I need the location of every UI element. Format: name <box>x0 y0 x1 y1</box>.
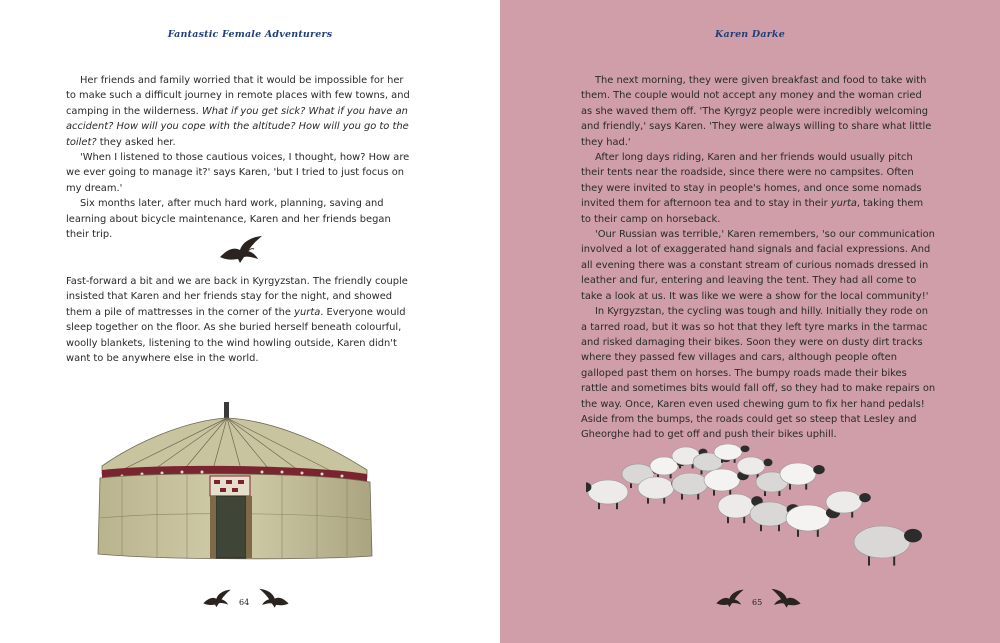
paragraph <box>581 73 936 150</box>
paragraph <box>581 304 936 443</box>
paragraph <box>66 150 416 196</box>
paragraph-text: Her friends and family worried that it would be impossible for her to make such a difficult journey in remote places with few towns, and camping in the wilderness. <box>66 75 410 117</box>
eagle-icon <box>202 588 232 612</box>
left-page-number: 64 <box>239 598 250 607</box>
italic-text: yurta <box>830 198 857 210</box>
right-page-header: Karen Darke <box>715 29 785 40</box>
eagle-icon <box>218 235 264 269</box>
paragraph <box>581 227 936 304</box>
paragraph <box>581 150 936 227</box>
paragraph-text: , taking them to their camp on horseback. <box>581 198 924 225</box>
paragraph-text: they asked her. <box>96 136 176 148</box>
paragraph-text: 'When I listened to those cautious voices, I thought, how? How are we ever going to manage it?' says Karen, 'but I tried to just focus on my dream.' <box>66 152 410 194</box>
paragraph <box>66 73 416 150</box>
paragraph-text: 'Our Russian was terrible,' Karen remembers, 'so our communication involved a lot of exaggerated hand signals and facial expressions. And all evening there was a constant stream of curious nomads dressed in leather and fur, entering and leaving the tent. They had all come to take a look at us. It was like we were a show for the local community!' <box>581 229 935 302</box>
sheep-icon <box>854 526 922 566</box>
eagle-icon <box>258 588 290 612</box>
eagle-icon <box>715 588 745 612</box>
paragraph <box>66 274 416 366</box>
paragraph-text: Six months later, after much hard work, planning, saving and learning about bicycle maintenance, Karen and her friends began their trip. <box>66 198 391 241</box>
left-page-header: Fantastic Female Adventurers <box>167 29 333 40</box>
paragraph-text: In Kyrgyzstan, the cycling was tough and hilly. Initially they rode on a tarred road, but it was so hot that they left tyre marks in the tarmac and risked damaging their bikes. Soon they were on dusty dirt tracks where they passed few villages and cars, although people often galloped past them on horses. The bumpy roads made their bikes rattle and sometimes bits would fall off, so they had to make repairs on the way. Once, Karen even used chewing gum to fix her hand pedals! Aside from the bumps, the roads could get so steep that Lesley and Gheorghe had to get off and push their bikes uphill. <box>581 306 936 441</box>
italic-text: What if you get sick? What if you have an accident? How will you cope with the altitude? How will you go to the toilet? <box>66 105 409 148</box>
paragraph-text: The next morning, they were given breakfast and food to take with them. The couple would not accept any money and the woman cried as she waved them off. 'The Kyrgyz people were incredibly welcoming and friendly,' says Karen. 'They were always willing to share what little they had.' <box>581 75 932 148</box>
italic-text: yurta <box>294 306 321 318</box>
sheep-icon <box>586 480 628 509</box>
sheep-flock-illustration <box>586 444 932 574</box>
left-text-block-1 <box>66 73 416 242</box>
right-text-block <box>581 73 936 443</box>
paragraph-text: Fast-forward a bit and we are back in Kyrgyzstan. The friendly couple insisted that Karen and her friends stay for the night, and showed them a pile of mattresses in the corner of the <box>66 276 408 318</box>
left-text-block-2 <box>66 274 416 366</box>
right-page-number: 65 <box>752 598 763 607</box>
right-page <box>500 0 1000 643</box>
paragraph-text: After long days riding, Karen and her friends would usually pitch their tents near the roadside, since there were no campsites. Often they were invited to stay in people's homes, and once some nomads invited them for afternoon tea and to stay in their <box>581 152 922 210</box>
paragraph-text: . Everyone would sleep together on the floor. As she buried herself beneath colourful, woolly blankets, listening to the wind howling outside, Karen didn't want to be anywhere else in the world. <box>66 306 406 365</box>
eagle-icon <box>770 588 802 612</box>
yurt-illustration <box>82 398 412 570</box>
